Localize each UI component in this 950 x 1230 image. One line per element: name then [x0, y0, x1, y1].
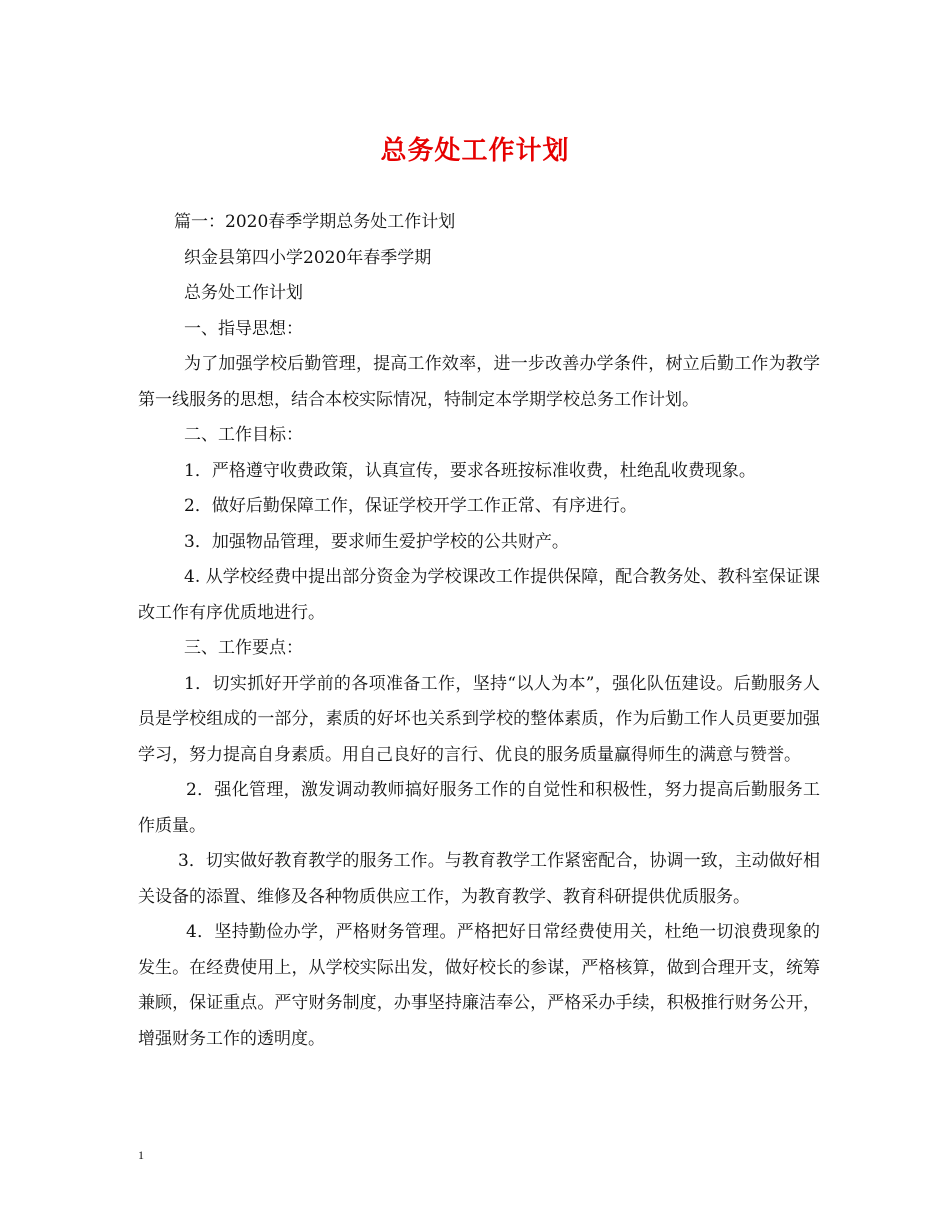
- goal-item-4: 4. 从学校经费中提出部分资金为学校课改工作提供保障，配合教务处、教科室保证课改工作有序优质地进行。: [138, 567, 820, 623]
- key-point-3: 3．切实做好教育教学的服务工作。与教育教学工作紧密配合，协调一致，主动做好相关设备的添置、维修及各种物质供应工作，为教育教学、教育科研提供优质服务。: [138, 851, 820, 907]
- paragraph-guiding-thought: 为了加强学校后勤管理，提高工作效率，进一步改善办学条件，树立后勤工作为教学第一线服务的思想，结合本校实际情况，特制定本学期学校总务工作计划。: [138, 354, 820, 410]
- document-body: [138, 205, 820, 1057]
- paragraph-article-heading: 篇一：2020春季学期总务处工作计划: [174, 212, 456, 232]
- section-heading-key-points: 三、工作要点：: [184, 638, 303, 658]
- document-title: 总务处工作计划: [380, 136, 570, 166]
- paragraph-school-semester: 织金县第四小学2020年春季学期: [184, 247, 432, 268]
- paragraph-plan-name: 总务处工作计划: [184, 283, 303, 303]
- page-number: 1: [138, 1148, 144, 1162]
- key-point-2: 2．强化管理，激发调动教师搞好服务工作的自觉性和积极性，努力提高后勤服务工作质量。: [138, 780, 820, 836]
- goal-item-3: 3．加强物品管理，要求师生爱护学校的公共财产。: [184, 531, 569, 552]
- section-heading-guiding-thought: 一、指导思想：: [184, 318, 303, 339]
- key-point-1: 1．切实抓好开学前的各项准备工作，坚持“以人为本”，强化队伍建设。后勤服务人员是学校组成的一部分，素质的好坏也关系到学校的整体素质，作为后勤工作人员更要加强学习，努力提高自身素质。用自己良好的言行、优良的服务质量赢得师生的满意与赞誉。: [138, 673, 820, 765]
- key-point-4: 4．坚持勤俭办学，严格财务管理。严格把好日常经费使用关，杜绝一切浪费现象的发生。在经费使用上，从学校实际出发，做好校长的参谋，严格核算，做到合理开支，统筹兼顾，保证重点。严守财务制度，办事坚持廉洁奉公，严格采办手续，积极推行财务公开，增强财务工作的透明度。: [138, 922, 820, 1049]
- goal-item-1: 1．严格遵守收费政策，认真宣传，要求各班按标准收费，杜绝乱收费现象。: [184, 460, 756, 481]
- goal-item-2: 2．做好后勤保障工作，保证学校开学工作正常、有序进行。: [184, 496, 637, 516]
- section-heading-work-goals: 二、工作目标：: [184, 425, 303, 445]
